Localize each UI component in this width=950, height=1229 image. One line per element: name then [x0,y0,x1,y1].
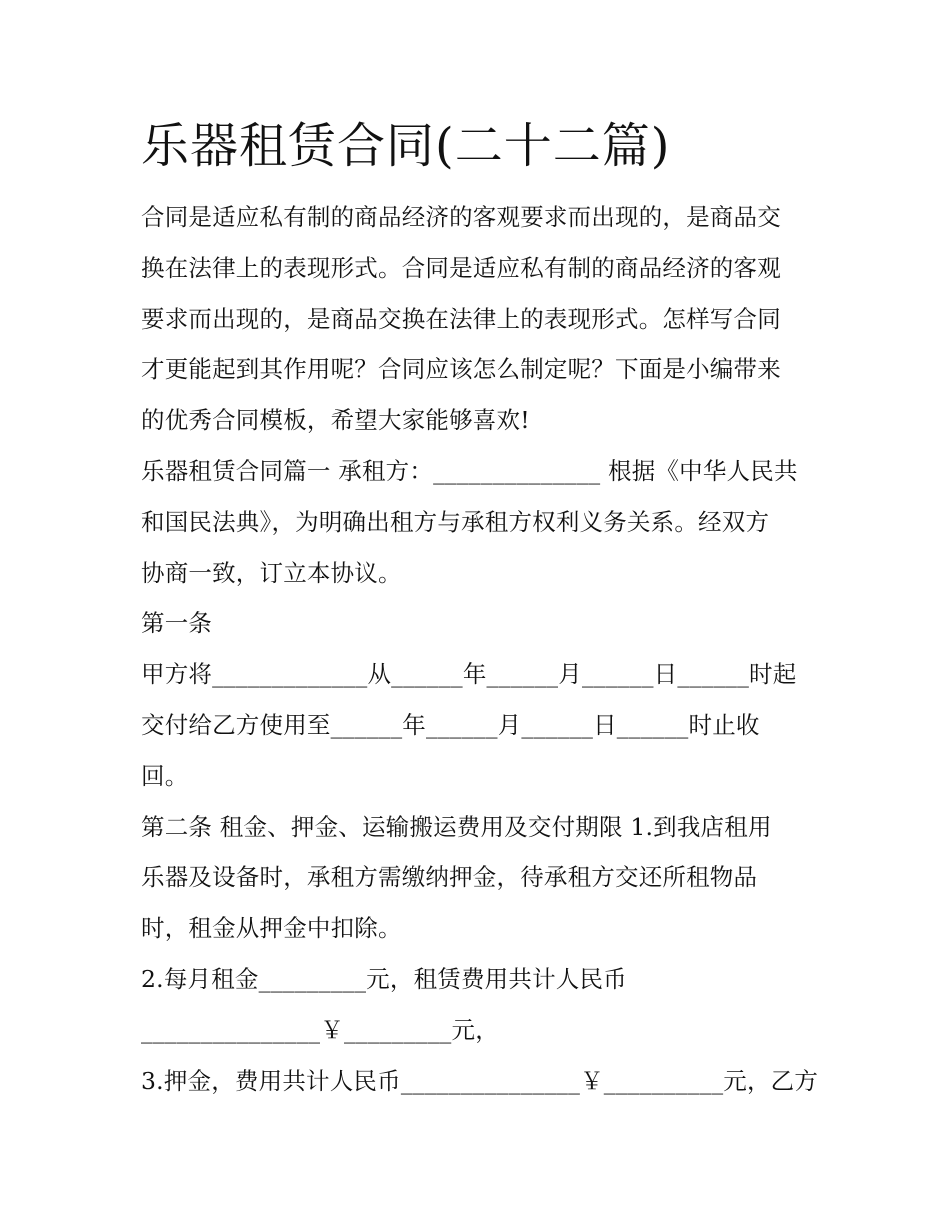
article-heading: 第一条 [141,609,213,638]
document-title: 乐器租赁合同(二十二篇) [141,118,671,174]
body-line: 的优秀合同模板，希望大家能够喜欢! [141,406,530,435]
body-line: 和国民法典》，为明确出租方与承租方权利义务关系。经双方 [141,507,770,536]
body-line: 回。 [141,761,189,790]
body-line: 甲方将_____________从______年______月______日______时起 [141,660,797,689]
body-line: 交付给乙方使用至______年______月______日______时止收 [141,710,760,739]
body-line: 换在法律上的表现形式。合同是适应私有制的商品经济的客观 [141,253,781,282]
body-line: 合同是适应私有制的商品经济的客观要求而出现的，是商品交 [141,203,781,231]
body-line: 第二条 租金、押金、运输搬运费用及交付期限 1.到我店租用 [141,812,772,841]
document-body [141,192,819,1106]
body-line: 乐器及设备时，承租方需缴纳押金，待承租方交还所租物品 [141,863,758,892]
body-line: 2.每月租金_________元，租赁费用共计人民币 [141,964,627,993]
body-line: 3.押金，费用共计人民币_______________￥__________元，乙方 [141,1066,819,1095]
body-line: 乐器租赁合同篇一 承租方：______________ 根据《中华人民共 [141,456,798,485]
body-line: 要求而出现的，是商品交换在法律上的表现形式。怎样写合同 [141,304,781,333]
body-line: 才更能起到其作用呢？合同应该怎么制定呢？下面是小编带来 [141,355,781,384]
document-page [141,112,819,1106]
body-line: 协商一致，订立本协议。 [141,558,402,587]
body-line: 时，租金从押金中扣除。 [141,914,402,943]
body-line: _______________￥_________元， [141,1015,499,1044]
